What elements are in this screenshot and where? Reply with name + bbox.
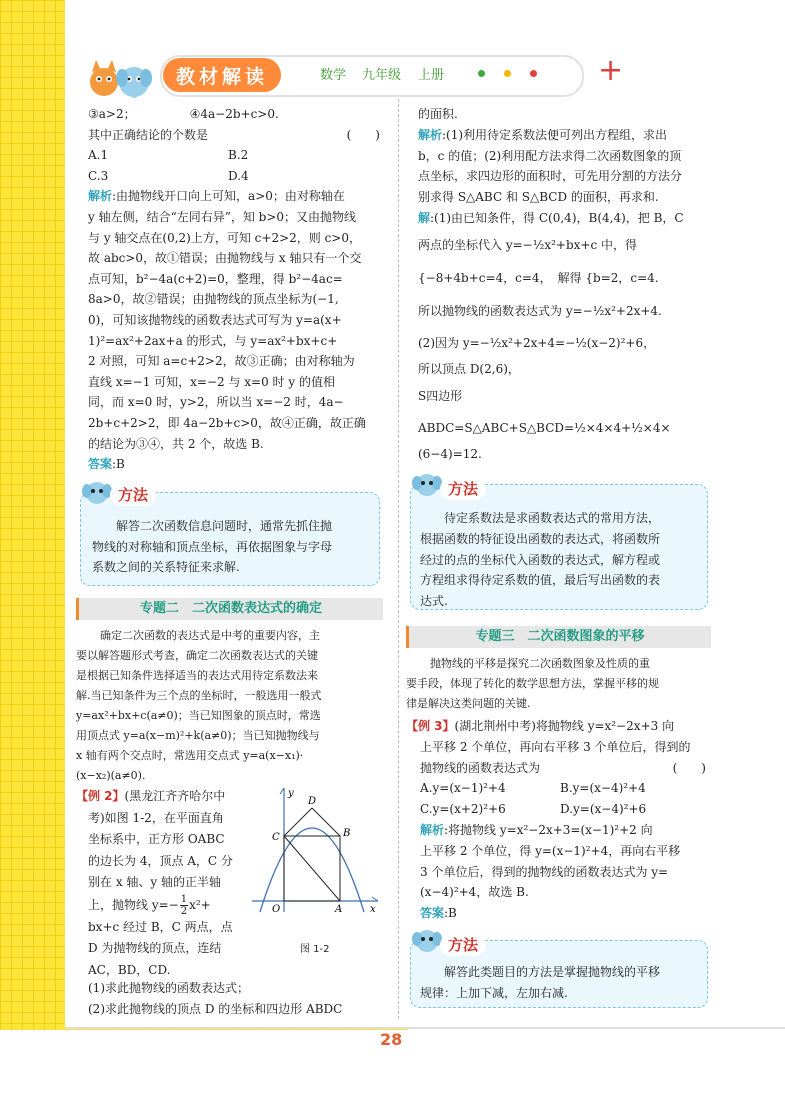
analysis3-line: (x−4)²+4，故选 B.: [420, 885, 529, 900]
solution-line: S四边形ABDC=S△ABC+S△BCD=½×4×4+½×4×: [418, 388, 671, 435]
options-ab: A.1 B.2: [88, 148, 249, 163]
grade-label: 九年级: [362, 68, 402, 83]
analysis3-line: 上平移 2 个单位，得 y=(x−1)²+4，再向右平移: [420, 843, 681, 858]
example3-line: 上平移 2 个单位，再向右平移 3 个单位后，得到的: [420, 739, 691, 754]
plus-icon: +: [598, 53, 624, 88]
analysis-line: 同，而 x=0 时，y>2，所以当 x=−2 时，4a−: [88, 395, 344, 410]
y-arrow: [280, 788, 284, 794]
topic2-line: 要以解答题形式考查，确定二次函数表达式的关键: [76, 649, 318, 662]
solution-line: 所以抛物线的函数表达式为 y=−½x²+2x+4.: [418, 303, 662, 318]
analysis-line: 与 y 轴交点在(0,2)上方，可知 c+2>2，则 c>0，: [88, 230, 361, 245]
analysis-line: 的结论为③④，共 2 个，故选 B.: [88, 436, 264, 451]
topic2-line: 用顶点式 y=a(x−m)²+k(a≠0)；当已知抛物线与: [76, 729, 320, 742]
label-c: C: [272, 832, 280, 843]
analysis-line: 2b+c+2>2，即 4a−2b+c>0，故④正确，故正确: [88, 415, 366, 430]
analysis-line: 0)，可知该抛物线的函数表达式可写为 y=a(x+: [88, 312, 342, 327]
column-divider: [398, 99, 399, 1019]
segment-ac: [284, 836, 340, 901]
method-line: 规律：上加下减，左加右减.: [420, 985, 568, 1000]
analysis-line: 点可知，b²−4a(c+2)=0，整理，得 b²−4ac=: [88, 271, 343, 286]
options-cd: C.y=(x+2)²+6 D.y=(x−4)²+6: [420, 802, 647, 817]
example2-line: 【例 2】(黑龙江齐齐哈尔中: [76, 789, 226, 803]
label-x: x: [370, 904, 376, 914]
example2-line: 的边长为 4，顶点 A，C 分: [88, 853, 233, 868]
example3-line: 抛物线的函数表达式为 ( ): [420, 760, 706, 775]
analysis-line: 直线 x=−1 可知，x=−2 与 x=0 时 y 的值相: [88, 374, 335, 389]
analysis-line: 2 对照，可知 a=c+2>2，故③正确；由对称轴为: [88, 354, 355, 369]
analysis-line: y 轴左侧，结合“左同右异”，知 b>0；又由抛物线: [88, 209, 357, 224]
topic2-line: x 轴有两个交点时，常选用交点式 y=a(x−x₁)·: [76, 749, 304, 762]
elephant-icon: [410, 926, 444, 956]
elephant-icon: [410, 470, 444, 500]
question-2: (2)求此抛物线的顶点 D 的坐标和四边形 ABDC: [88, 1001, 343, 1016]
figure-1-2: [250, 784, 382, 914]
question-1: (1)求此抛物线的函数表达式；: [88, 981, 249, 995]
analysis3-line: 3 个单位后，得到的抛物线的函数表达式为 y=: [420, 864, 669, 879]
method-line: 方程组求得待定系数的值，最后写出函数的表: [420, 573, 661, 588]
question-line: 其中正确结论的个数是 ( ): [88, 127, 380, 142]
page-number: 28: [380, 1030, 403, 1049]
figure-caption: 图 1-2: [300, 944, 330, 955]
topic2-line: 是根据已知条件选择适当的表达式用待定系数法来: [76, 669, 318, 682]
label-d: D: [308, 796, 317, 807]
topic3-line: 要手段，体现了转化的数学思想方法，掌握平移的规: [406, 677, 659, 690]
subject-label: 数学: [320, 68, 347, 83]
footer-line: [65, 1027, 785, 1029]
method-label-3: 方法: [440, 934, 486, 956]
example2-line: bx+c 经过 B，C 两点，点: [88, 919, 233, 934]
method-line: 达式.: [420, 594, 448, 609]
example2-line: 上，抛物线 y=− $\frac{1}{2}$ x²+: [88, 893, 211, 917]
analysis-line: 8a>0，故②错误；由抛物线的顶点坐标为(−1,: [88, 292, 339, 307]
example2-line: D 为抛物线的顶点，连结: [88, 941, 222, 955]
solution-line: 两点的坐标代入 y=−½x²+bx+c 中，得: [418, 237, 638, 252]
analysis3-line-0: 解析:将抛物线 y=x²−2x+3=(x−1)²+2 向: [420, 822, 653, 837]
topic3-line: 抛物线的平移是探究二次函数图象及性质的重: [430, 657, 650, 670]
method-text-1: [92, 516, 372, 578]
option-line-3-4: ③a>2； ④4a−2b+c>0.: [88, 107, 279, 121]
topic3-line: 律是解决这类问题的关键.: [406, 697, 531, 710]
topic2-title: 专题二 二次函数表达式的确定: [76, 598, 383, 620]
method-line: 根据函数的特征设出函数的表达式，将函数所: [420, 531, 661, 546]
example2-line: 考)如图 1-2，在平面直角: [88, 810, 224, 825]
left-column: [88, 104, 388, 475]
method-line: 物线的对称轴和顶点坐标，再依据图象与字母: [92, 539, 333, 554]
label-y: y: [288, 788, 294, 799]
analysis-line-0: 解析:由抛物线开口向上可知，a>0；由对称轴在: [88, 189, 345, 204]
book-title: 教材解读: [163, 58, 281, 92]
topic3-title: 专题三 二次函数图象的平移: [406, 626, 711, 648]
analysis-line-0: 解析:(1)利用待定系数法便可列出方程组，求出: [418, 127, 668, 142]
segment-bd: [312, 808, 340, 836]
analysis-line: 别求得 S△ABC 和 S△BCD 的面积，再求和.: [418, 190, 659, 205]
yellow-dot-icon: [504, 70, 511, 77]
analysis-line: 1)²=ax²+2ax+a 的形式，与 y=ax²+bx+c+: [88, 333, 338, 348]
example3-text: [406, 716, 712, 924]
analysis-line: b，c 的值；(2)利用配方法求得二次函数图象的顶: [418, 148, 682, 163]
method-line: 待定系数法是求函数表达式的常用方法，: [444, 511, 661, 525]
solution-line: 所以顶点 D(2,6)，: [418, 361, 520, 376]
options-cd: C.3 D.4: [88, 168, 249, 183]
example2-line: 别在 x 轴、y 轴的正半轴: [88, 875, 221, 889]
example2-line: 坐标系中，正方形 OABC: [88, 832, 225, 846]
label-a: A: [335, 904, 343, 914]
volume-label: 上册: [418, 68, 445, 83]
example2-line: AC，BD，CD.: [88, 962, 171, 977]
analysis-line: 故 abc>0，故①错误；由抛物线与 x 轴只有一个交: [88, 251, 362, 266]
method-line: 解答此类题目的方法是掌握抛物线的平移: [444, 965, 661, 979]
red-dot-icon: [530, 70, 537, 77]
segment-cd: [284, 808, 312, 836]
method-line: 系数之间的关系特征来求解.: [92, 560, 240, 575]
example2-text: [76, 786, 252, 981]
label-o: O: [272, 904, 281, 914]
method-text-2: [420, 508, 702, 612]
method-line: 解答二次函数信息问题时，通常先抓住抛: [116, 519, 333, 533]
mascot-icon: [84, 56, 158, 100]
solution-line: (6−4)=12.: [418, 446, 482, 461]
topic2-text: [76, 626, 384, 786]
topic2-line: 解.当已知条件为三个点的坐标时，一般选用一般式: [76, 689, 322, 702]
answer3-line: 答案:B: [420, 906, 457, 921]
topic2-line: (x−x₂)(a≠0).: [76, 769, 146, 782]
solution-line: (2)因为 y=−½x²+2x+4=−½(x−2)²+6，: [418, 335, 656, 350]
analysis-line: 点坐标，求四边形的面积时，可先用分割的方法分: [418, 169, 683, 184]
answer-line: 答案:B: [88, 457, 125, 472]
area-line: 的面积.: [418, 107, 458, 121]
label-b: B: [343, 828, 351, 839]
topic3-text: [406, 654, 712, 714]
right-column-top: [418, 104, 714, 464]
solution-line-0: 解:(1)由已知条件，得 C(0,4)，B(4,4)，把 B，C: [418, 210, 684, 225]
topic2-line: y=ax²+bx+c(a≠0)；当已知图象的顶点时，常选: [76, 709, 321, 722]
elephant-icon: [80, 478, 114, 508]
method-text-3: [420, 962, 702, 1004]
green-dot-icon: [478, 70, 485, 77]
method-label-2: 方法: [440, 478, 486, 500]
method-label-1: 方法: [110, 484, 156, 506]
topic2-line: 确定二次函数的表达式是中考的重要内容，主: [100, 629, 320, 642]
fraction-one-half: $\frac{1}{2}$: [180, 893, 188, 917]
questions: [88, 978, 388, 1019]
method-line: 经过的点的坐标代入函数的表达式，解方程或: [420, 552, 661, 567]
example3-line: 【例 3】(湖北荆州中考)将抛物线 y=x²−2x+3 向: [406, 719, 675, 733]
solution-system: {−8+4b+c=4，c=4， 解得 {b=2，c=4.: [418, 270, 659, 285]
options-ab: A.y=(x−1)²+4 B.y=(x−4)²+4: [420, 781, 646, 796]
